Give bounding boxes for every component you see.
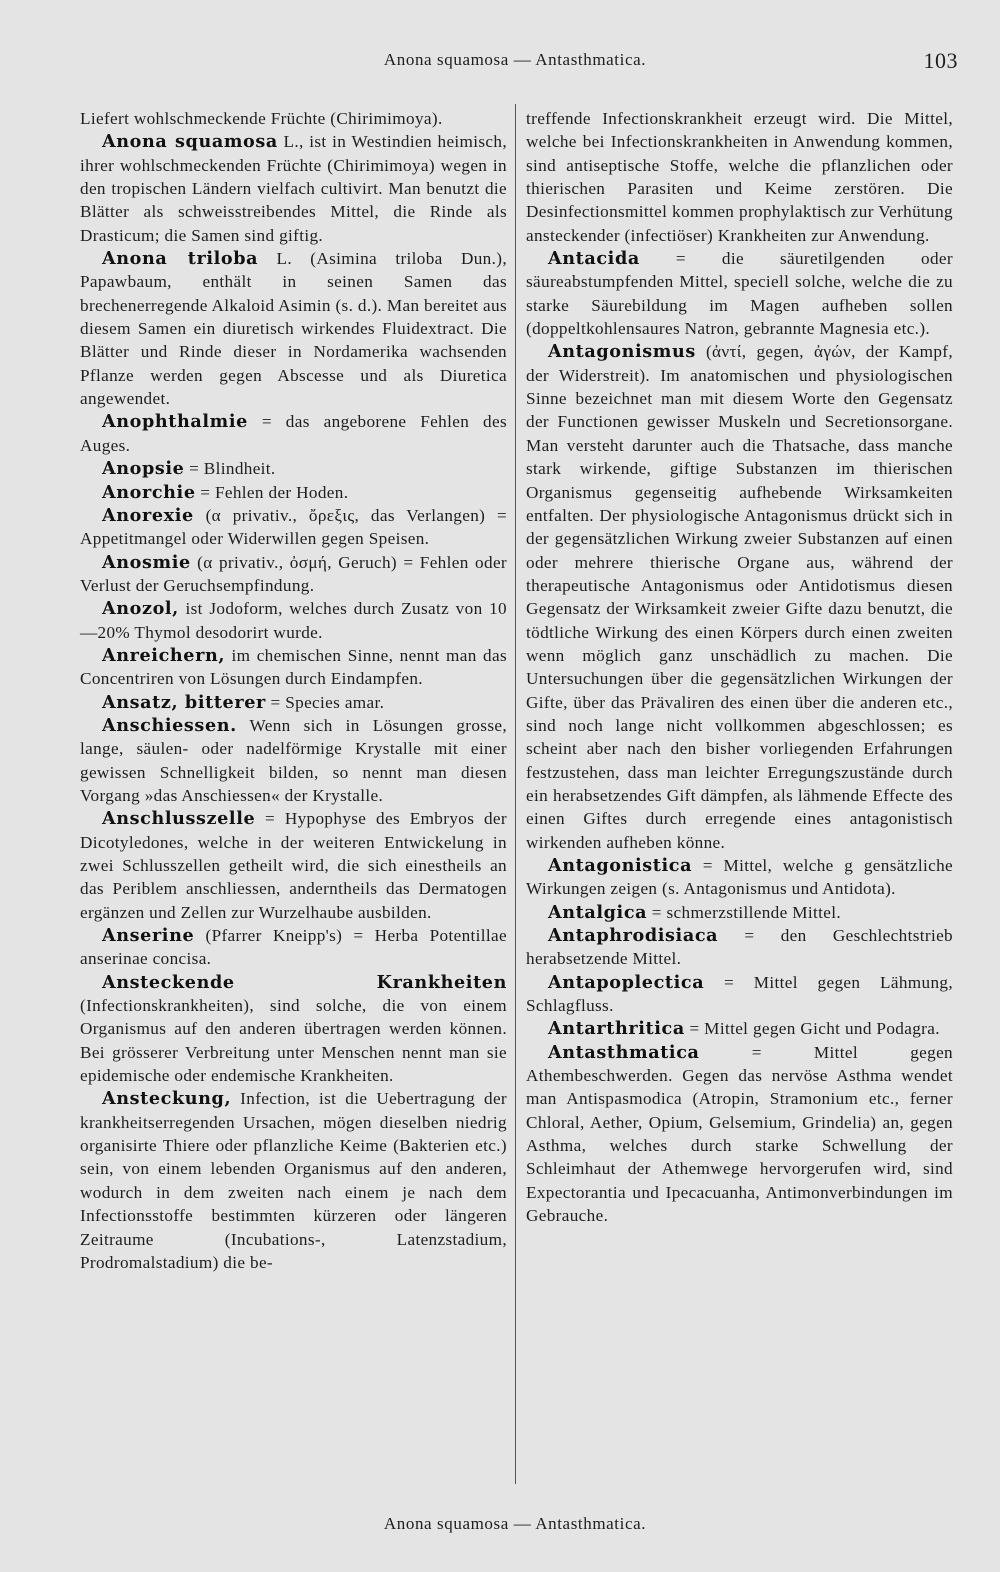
entry-term: Anserine [102, 925, 195, 947]
entry-text: = Blindheit. [184, 459, 276, 479]
dictionary-entry [80, 551, 507, 598]
entry-term: Antasthmatica [548, 1041, 700, 1063]
dictionary-entry [80, 247, 507, 410]
entry-text: = Hypophyse des Embryos der Dicotyledones, welche in der weiteren Entwickelung in zwei Schlusszellen getheilt wird, die sich einestheils an das Periblem anschliessen, anderntheils das Dermatogen ergänzen und Zellen zur Wurzelhaube ausbilden. [80, 809, 507, 922]
entry-text: = Mittel gegen Lähmung, Schlagfluss. [526, 972, 953, 1016]
dictionary-entry [80, 504, 507, 551]
entry-text: (α privativ., ὀσμή, Geruch) = Fehlen oder Verlust der Geruchsempfindung. [80, 552, 507, 595]
dictionary-entry [80, 410, 507, 457]
entry-term: Antagonistica [548, 855, 693, 876]
entry-term: Anorexie [102, 504, 194, 526]
entry-term: Anopsie [102, 458, 185, 480]
entry-term: Anona squamosa [102, 131, 278, 153]
entry-term: Anona triloba [102, 248, 259, 270]
entry-term: Anophthalmie [102, 411, 248, 433]
entry-term: Antacida [548, 248, 640, 270]
entry-term: Anozol, [102, 598, 179, 620]
entry-text: = Mittel gegen Gicht und Podagra. [684, 1019, 940, 1039]
running-footer: Anona squamosa — Antasthmatica. [383, 1514, 647, 1533]
dictionary-entry [526, 247, 953, 340]
entry-term: Antalgica [548, 901, 648, 923]
dictionary-entry [526, 924, 953, 971]
page-number: 103 [923, 48, 958, 73]
dictionary-entry [80, 691, 507, 714]
dictionary-entry [526, 1041, 953, 1228]
dictionary-entry [80, 597, 507, 644]
entry-text: = die säuretilgenden oder säureabstumpfenden Mittel, speciell solche, welche die zu starke Säurebildung im Magen aufheben sollen (doppeltkohlensaures Natron, gebrannte Magnesia etc.). [526, 249, 953, 339]
entry-text: Wenn sich in Lösungen grosse, lange, säulen- oder nadelförmige Krystalle mit einer gewissen Schnelligkeit bilden, so nennt man diesen Vorgang »das Anschiessen« der Krystalle. [80, 715, 507, 805]
entry-text: im chemischen Sinne, nennt man das Concentriren von Lösungen durch Eindampfen. [80, 645, 507, 689]
dictionary-entry [80, 714, 507, 807]
dictionary-entry [526, 1017, 953, 1040]
entry-term: Antaphrodisiaca [548, 925, 719, 947]
dictionary-entry [80, 807, 507, 924]
entry-text: = den Geschlechtstrieb herabsetzende Mittel. [526, 926, 953, 969]
dictionary-entry [80, 107, 507, 130]
entry-text: = Mittel, welche g gensätzliche Wirkungen zeigen (s. Antagonismus und Antidota). [526, 856, 953, 899]
entry-text: = Fehlen der Hoden. [195, 482, 349, 502]
dictionary-entry [80, 130, 507, 247]
entry-text: = Species amar. [265, 692, 385, 712]
entry-text: Liefert wohlschmeckende Früchte (Chirimimoya). [80, 109, 443, 128]
dictionary-entry [80, 644, 507, 691]
entry-text: treffende Infectionskrankheit erzeugt wird. Die Mittel, welche bei Infectionskrankheiten in Anwendung kommen, sind antiseptische Stoffe, welche die pflanzlichen oder thierischen Parasiten und Keime zerstören. Die Desinfectionsmittel kommen prophylaktisch zur Verhütung ansteckender (infectiöser) Krankheiten zur Anwendung. [526, 109, 953, 245]
right-column [526, 107, 953, 1228]
entry-text: ist Jodoform, welches durch Zusatz von 10—20% Thymol desodorirt wurde. [80, 599, 507, 642]
entry-text: L., ist in Westindien heimisch, ihrer wohlschmeckenden Früchte (Chirimimoya) wegen in den tropischen Ländern vielfach cultivirt. Man benutzt die Blätter als schweisstreibendes Mittel, die Rinde als Drasticum; die Samen sind giftig. [80, 132, 507, 245]
dictionary-entry [526, 854, 953, 901]
entry-term: Anosmie [102, 551, 191, 573]
entry-term: Antapoplectica [548, 971, 705, 993]
entry-term: Anschiessen. [102, 714, 237, 736]
dictionary-entry [526, 971, 953, 1018]
running-header: Anona squamosa — Antasthmatica. [383, 50, 647, 69]
entry-term: Ansatz, bitterer [102, 691, 266, 713]
entry-text: (ἀντί, gegen, ἀγών, der Kampf, der Widerstreit). Im anatomischen und physiologischen Sinne bezeichnet man mit diesem Worte den Gegensatz der Functionen gewisser Muskeln und Secretionsorgane. Man versteht darunter auch die Thatsache, dass manche stark wirkende, giftige Substanzen im thierischen Organismus gegenseitig aufhebende Wirksamkeiten entfalten. Der physiologische Antagonismus drückt sich in der gegensätzlichen Wirkung zweier Substanzen auf einen oder mehrere thierische Organe aus, während der therapeutische Antagonismus oder Antidotismus diesen Gegensatz der Wirksamkeit zweier Gifte dazu benutzt, die tödtliche Wirkung des einen Körpers durch einen zweiten wenn möglich ganz unschädlich zu machen. Die Untersuchungen über die gegensätzlichen Wirkungen der Gifte, über das Prävaliren des einen über die anderen etc., sind noch lange nicht vollkommen abgeschlossen; es scheint aber nach den bisher vorliegenden Erfahrungen festzustehen, dass man leichter Erregungszustände durch ein herabsetzendes Gift dämpfen, als lähmende Effecte des einen Giftes durch erregende eines antagonistisch wirkenden aufheben könne. [526, 342, 953, 852]
left-column [80, 107, 507, 1274]
entry-term: Anreichern, [102, 644, 226, 666]
entry-term: Ansteckung, [102, 1088, 232, 1110]
entry-text: L. (Asimina triloba Dun.), Papawbaum, enthält in seinen Samen das brechenerregende Alkaloid Asimin (s. d.). Man bereitet aus diesem Samen ein diuretisch wirkendes Fluidextract. Die Blätter und Rinde dieser in Nordamerika wachsenden Pflanze werden gegen Abscesse und als Diuretica angewendet. [80, 249, 507, 409]
dictionary-entry [526, 107, 953, 247]
dictionary-entry [526, 340, 953, 854]
entry-text: = Mittel gegen Athembeschwerden. Gegen das nervöse Asthma wendet man Antispasmodica (Atropin, Stramonium etc., ferner Chloral, Aether, Opium, Gelsemium, Grindelia) an, gegen Asthma, welches durch starke Schwellung der Schleimhaut der Athemwege hervorgerufen wird, sind Expectorantia und Ipecacuanha, Antimonverbindungen im Gebrauche. [526, 1042, 953, 1226]
dictionary-entry [80, 971, 507, 1088]
dictionary-entry [526, 901, 953, 924]
entry-text: (Pfarrer Kneipp's) = Herba Potentillae anserinae concisa. [80, 926, 507, 969]
entry-term: Antarthritica [548, 1018, 685, 1040]
dictionary-entry [80, 924, 507, 971]
entry-term: Ansteckende Krankheiten [102, 971, 507, 993]
column-divider [515, 104, 516, 1484]
entry-term: Anorchie [102, 481, 196, 503]
entry-term: Anschlusszelle [102, 808, 256, 830]
entry-text: = schmerzstillende Mittel. [647, 902, 841, 922]
entry-text: (Infectionskrankheiten), sind solche, die von einem Organismus auf den anderen übertragen werden können. Bei grösserer Verbreitung unter Menschen nennt man sie epidemische oder endemische Krankheiten. [80, 996, 507, 1086]
entry-text: = das angeborene Fehlen des Auges. [80, 412, 507, 455]
dictionary-entry [80, 457, 507, 480]
dictionary-entry [80, 481, 507, 504]
dictionary-entry [80, 1087, 507, 1274]
entry-term: Antagonismus [548, 341, 696, 363]
entry-text: Infection, ist die Uebertragung der krankheitserregenden Ursachen, mögen dieselben niedrig organisirte Thiere oder pflanzliche Keime (Bakterien etc.) sein, von einem lebenden Organismus auf den anderen, wodurch in dem zweiten nach einem je nach dem Infectionsstoffe bestimmten kürzeren oder längeren Zeitraume (Incubations-, Latenzstadium, Prodromalstadium) die be- [80, 1089, 507, 1272]
entry-text: (α privativ., ὄρεξις, das Verlangen) = Appetitmangel oder Widerwillen gegen Speisen. [80, 505, 507, 549]
